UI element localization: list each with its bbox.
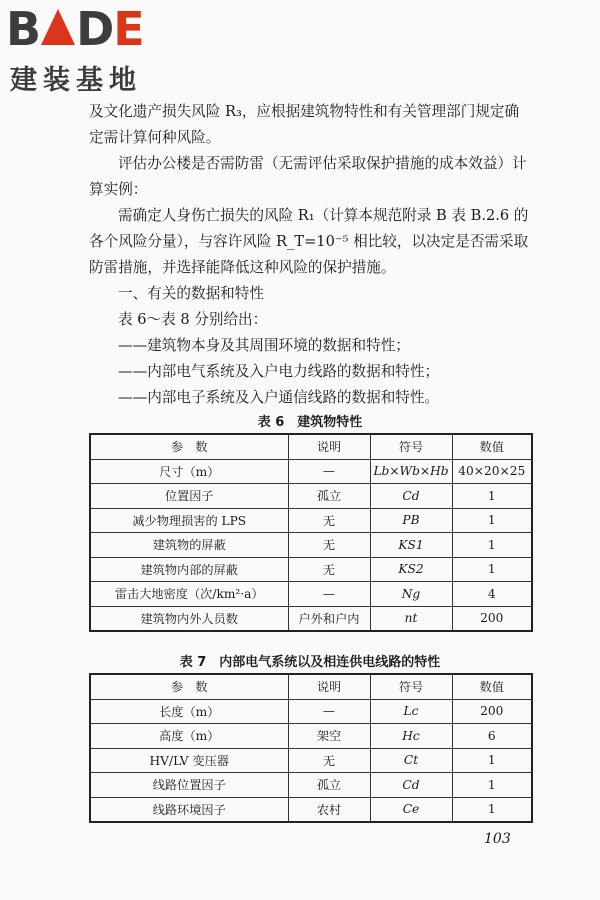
cell-symbol: PB [370, 508, 452, 533]
table-7-caption: 表 7 内部电气系统以及相连供电线路的特性 [179, 655, 441, 670]
cell-value: 40×20×25 [452, 459, 532, 484]
list-item: ——建筑物本身及其周围环境的数据和特性； [118, 337, 410, 354]
table-6-caption: 表 6 建筑物特性 [257, 415, 363, 430]
cell-value: 200 [452, 606, 532, 631]
header-desc: 说明 [288, 434, 370, 459]
cell-symbol: Ct [370, 748, 452, 773]
table-header-row [90, 674, 532, 699]
table-row [90, 459, 532, 484]
cell-desc: 无 [288, 557, 370, 582]
cell-value: 1 [452, 773, 532, 798]
cell-value: 1 [452, 508, 532, 533]
cell-symbol: Ce [370, 797, 452, 822]
cell-symbol: Lc [370, 699, 452, 724]
cell-value: 6 [452, 724, 532, 749]
logo-letter-e: E [113, 2, 144, 56]
cell-param: 建筑物内外人员数 [90, 606, 288, 631]
paragraph-intro: 表 6～表 8 分别给出： [118, 311, 268, 328]
logo-mark [6, 2, 144, 56]
cell-param: 线路位置因子 [90, 773, 288, 798]
table-row [90, 508, 532, 533]
header-symbol: 符号 [370, 674, 452, 699]
cell-param: 位置因子 [90, 484, 288, 509]
cell-symbol: KS1 [370, 533, 452, 558]
cell-value: 1 [452, 797, 532, 822]
cell-desc: 孤立 [288, 773, 370, 798]
table-row [90, 724, 532, 749]
cell-param: 长度（m） [90, 699, 288, 724]
cell-desc: 无 [288, 508, 370, 533]
header-desc: 说明 [288, 674, 370, 699]
paragraph-2: 评估办公楼是否需防雷（无需评估采取保护措施的成本效益）计算实例： [89, 155, 527, 198]
body-text [89, 99, 531, 411]
header-value: 数值 [452, 434, 532, 459]
cell-desc: 无 [288, 748, 370, 773]
cell-desc: 孤立 [288, 484, 370, 509]
list-item: ——内部电气系统及入户电力线路的数据和特性； [118, 363, 440, 380]
table-header-row [90, 434, 532, 459]
table-row [90, 699, 532, 724]
table-row [90, 582, 532, 607]
header-param: 参 数 [90, 434, 288, 459]
cell-desc: — [288, 459, 370, 484]
brand-logo [6, 2, 144, 97]
cell-desc: 架空 [288, 724, 370, 749]
logo-letter-d: D [76, 2, 114, 56]
cell-value: 1 [452, 557, 532, 582]
header-value: 数值 [452, 674, 532, 699]
cell-param: 建筑物内部的屏蔽 [90, 557, 288, 582]
table-6 [89, 433, 533, 632]
header-param: 参 数 [90, 674, 288, 699]
cell-value: 1 [452, 533, 532, 558]
logo-letter-b: B [6, 2, 41, 56]
table-row [90, 533, 532, 558]
cell-symbol: Cd [370, 773, 452, 798]
header-symbol: 符号 [370, 434, 452, 459]
table-row [90, 484, 532, 509]
page-number: 103 [484, 831, 511, 847]
paragraph-1: 及文化遗产损失风险 R₃，应根据建筑物特性和有关管理部门规定确定需计算何种风险。 [89, 103, 520, 146]
table-row [90, 606, 532, 631]
cell-param: 减少物理损害的 LPS [90, 508, 288, 533]
cell-param: 高度（m） [90, 724, 288, 749]
table-row [90, 748, 532, 773]
cell-desc: — [288, 582, 370, 607]
cell-param: 建筑物的屏蔽 [90, 533, 288, 558]
table-row [90, 773, 532, 798]
paragraph-3: 需确定人身伤亡损失的风险 R₁（计算本规范附录 B 表 B.2.6 的各个风险分量），与容许风险 R_T=10⁻⁵ 相比较，以决定是否需采取防雷措施，并选择能降低这种风险的保护措施。 [89, 207, 529, 276]
logo-triangle-a [41, 9, 75, 45]
cell-value: 200 [452, 699, 532, 724]
cell-symbol: nt [370, 606, 452, 631]
cell-symbol: Ng [370, 582, 452, 607]
cell-desc: 户外和户内 [288, 606, 370, 631]
cell-symbol: Cd [370, 484, 452, 509]
logo-chinese-text: 建装基地 [10, 65, 142, 96]
section-heading: 一、有关的数据和特性 [118, 285, 264, 302]
table-7 [89, 673, 533, 823]
cell-value: 1 [452, 484, 532, 509]
cell-value: 4 [452, 582, 532, 607]
cell-symbol: Lb×Wb×Hb [370, 459, 452, 484]
list-item: ——内部电子系统及入户通信线路的数据和特性。 [118, 389, 440, 406]
cell-symbol: Hc [370, 724, 452, 749]
cell-symbol: KS2 [370, 557, 452, 582]
table-row [90, 557, 532, 582]
cell-desc: 无 [288, 533, 370, 558]
cell-desc: 农村 [288, 797, 370, 822]
cell-value: 1 [452, 748, 532, 773]
cell-param: 尺寸（m） [90, 459, 288, 484]
cell-param: 线路环境因子 [90, 797, 288, 822]
cell-param: HV/LV 变压器 [90, 748, 288, 773]
cell-desc: — [288, 699, 370, 724]
cell-param: 雷击大地密度（次/km²·a） [90, 582, 288, 607]
table-row [90, 797, 532, 822]
